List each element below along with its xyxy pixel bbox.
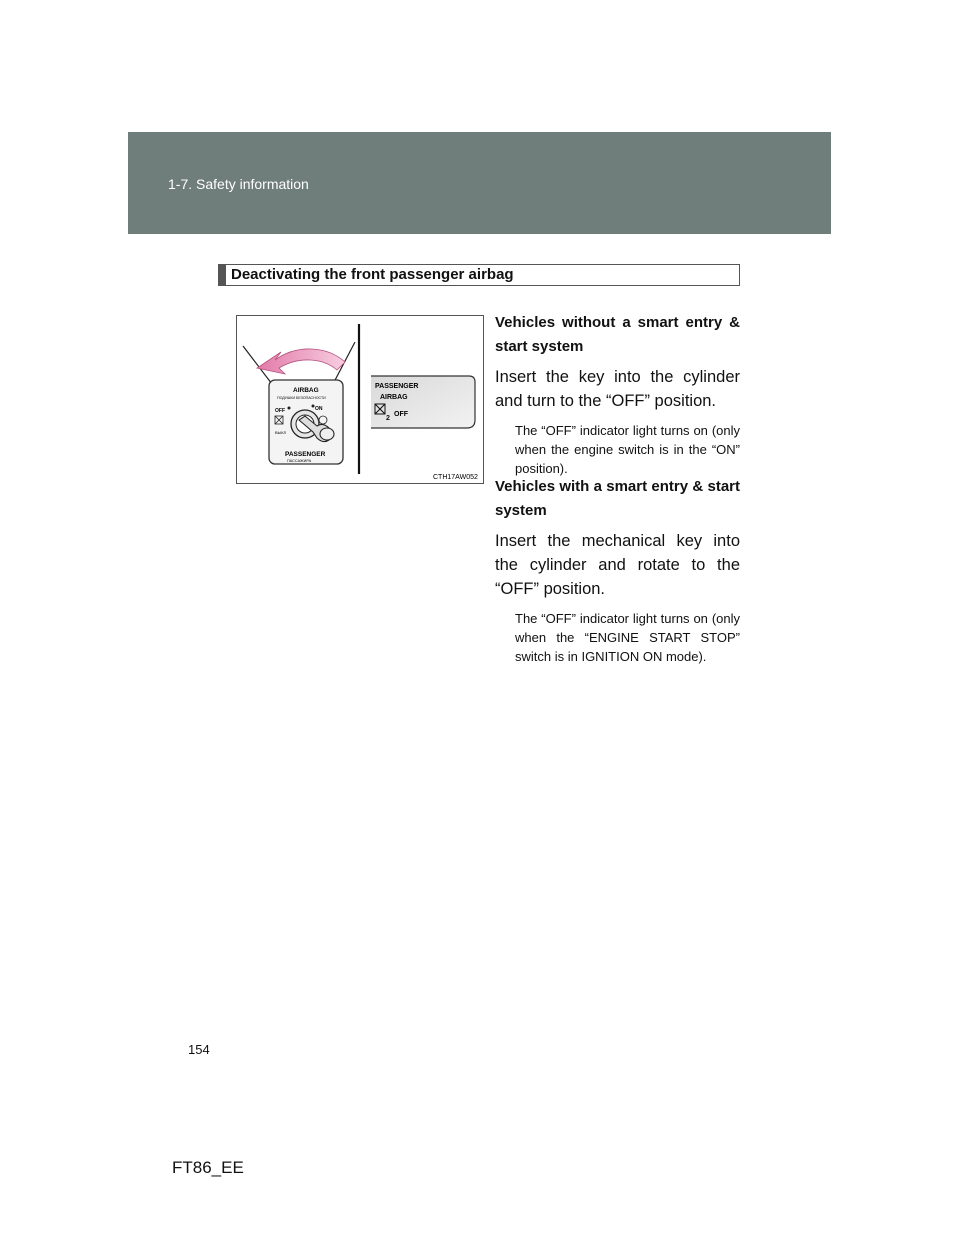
- subheading: Vehicles with a smart entry & start system: [495, 478, 740, 519]
- heading-text: Deactivating the front passenger airbag: [231, 266, 514, 283]
- page-number: 154: [188, 1042, 210, 1057]
- section-label: 1-7. Safety information: [168, 176, 309, 192]
- svg-text:2: 2: [386, 415, 390, 422]
- on-dot: [312, 405, 315, 408]
- document-code: FT86_EE: [172, 1158, 244, 1177]
- section-heading: [218, 264, 740, 286]
- instruction: Insert the key into the cylinder and turn to the “OFF” position.: [495, 368, 740, 410]
- airbag-switch-figure: [236, 315, 484, 484]
- instruction: Insert the mechanical key into the cylinder and rotate to the “OFF” position.: [495, 532, 740, 598]
- figure-code: CTH17AW052: [433, 474, 478, 481]
- switch-label-bottom-ru: ПАССАЖИРА: [287, 459, 312, 463]
- indicator-line2: AIRBAG: [380, 394, 408, 401]
- heading-accent-bar: [219, 265, 226, 285]
- section-with-smart-entry: [495, 475, 740, 666]
- switch-label-top: AIRBAG: [293, 387, 319, 394]
- switch-off-label: OFF: [275, 408, 285, 414]
- switch-label-bottom: PASSENGER: [285, 451, 326, 458]
- indicator-line1: PASSENGER: [375, 383, 419, 390]
- subheading: Vehicles without a smart entry & start system: [495, 314, 740, 355]
- figure-illustration: [237, 316, 483, 483]
- rotate-arrow-icon: [257, 349, 345, 374]
- header-band: [128, 132, 831, 234]
- note: The “OFF” indicator light turns on (only when the engine switch is in the “ON” position).: [515, 423, 740, 476]
- off-dot: [288, 407, 291, 410]
- switch-on-label: ON: [315, 406, 323, 412]
- indicator-off-label: OFF: [394, 411, 408, 418]
- switch-off-label-ru: ВЫКЛ: [275, 430, 287, 435]
- note: The “OFF” indicator light turns on (only when the “ENGINE START STOP” switch is in IGNITION ON mode).: [515, 611, 740, 664]
- section-without-smart-entry: [495, 311, 740, 478]
- switch-label-top-ru: ПОДУШКИ БЕЗОПАСНОСТИ: [277, 396, 326, 400]
